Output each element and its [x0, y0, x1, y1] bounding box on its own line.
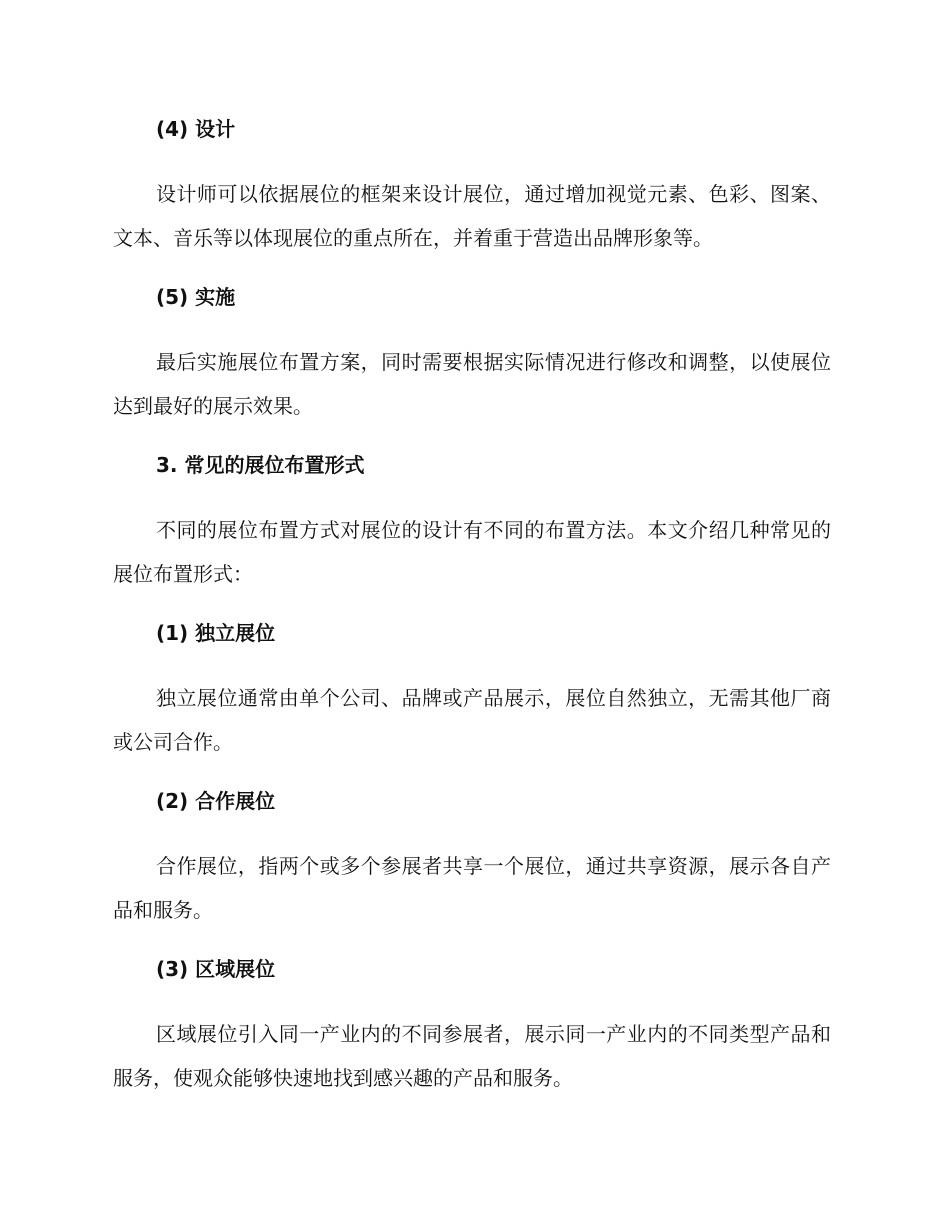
section-paragraph-regional-booth: 区域展位引入同一产业内的不同参展者，展示同一产业内的不同类型产品和服务，使观众能够快速地找到感兴趣的产品和服务。 [113, 1022, 831, 1090]
section-paragraph-design: 设计师可以依据展位的框架来设计展位，通过增加视觉元素、色彩、图案、文本、音乐等以体现展位的重点所在，并着重于营造出品牌形象等。 [113, 182, 831, 250]
section-heading-cooperative-booth: (2) 合作展位 [156, 789, 276, 813]
section-paragraph-common-forms: 不同的展位布置方式对展位的设计有不同的布置方法。本文介绍几种常见的展位布置形式： [113, 518, 831, 586]
section-heading-implementation: (5) 实施 [156, 285, 236, 309]
section-paragraph-independent-booth: 独立展位通常由单个公司、品牌或产品展示，展位自然独立，无需其他厂商或公司合作。 [113, 686, 831, 754]
document-body [113, 114, 831, 1100]
section-heading-design: (4) 设计 [156, 117, 236, 141]
section-paragraph-cooperative-booth: 合作展位，指两个或多个参展者共享一个展位，通过共享资源，展示各自产品和服务。 [113, 854, 831, 922]
section-heading-common-forms: 3. 常见的展位布置形式 [156, 453, 365, 477]
section-heading-regional-booth: (3) 区域展位 [156, 957, 276, 981]
section-heading-independent-booth: (1) 独立展位 [156, 621, 276, 645]
section-paragraph-implementation: 最后实施展位布置方案，同时需要根据实际情况进行修改和调整，以使展位达到最好的展示效果。 [113, 350, 831, 418]
